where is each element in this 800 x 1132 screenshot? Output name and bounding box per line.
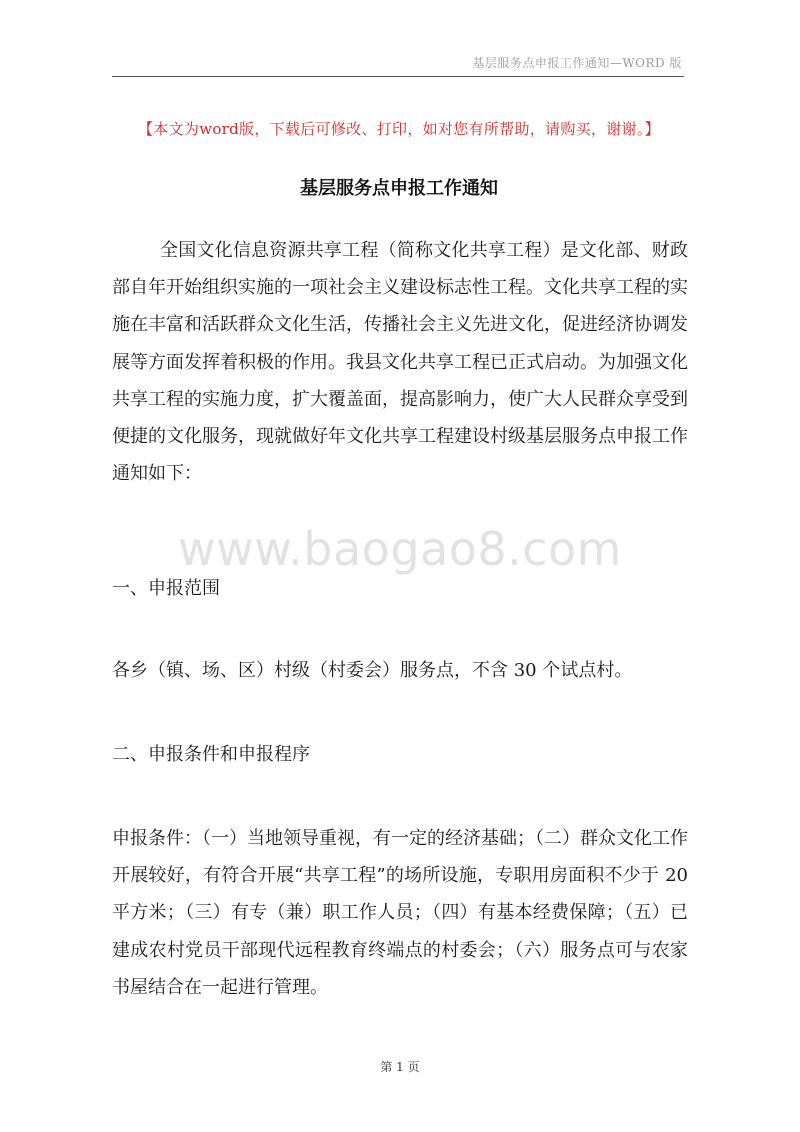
intro-paragraph: 全国文化信息资源共享工程（简称文化共享工程）是文化部、财政部自年开始组织实施的一项社会主义建设标志性工程。文化共享工程的实施在丰富和活跃群众文化生活，传播社会主义先进文化，促进经济协调发展等方面发挥着积极的作用。我县文化共享工程已正式启动。为加强文化共享工程的实施力度，扩大覆盖面，提高影响力，使广大人民群众享受到便捷的文化服务，现就做好年文化共享工程建设村级基层服务点申报工作通知如下： <box>112 240 688 485</box>
watermark: www.baogao8.com <box>178 522 622 576</box>
document-title: 基层服务点申报工作通知 <box>300 178 498 199</box>
section-heading-scope: 一、申报范围 <box>112 578 220 599</box>
page-header <box>112 52 684 77</box>
conditions-paragraph: 申报条件：（一）当地领导重视，有一定的经济基础；（二）群众文化工作开展较好，有符合开展“共享工程”的场所设施，专职用房面积不少于 20 平方米；（三）有专（兼）职工作人员；（四）有基本经费保障；（五）已建成农村党员干部现代远程教育终端点的村委会；（六）服务点可与农家书屋结合在一起进行管理。 <box>112 828 688 998</box>
header-text: 基层服务点申报工作通知—WORD 版 <box>472 56 682 70</box>
purchase-notice: 【本文为word版，下载后可修改、打印，如对您有所帮助，请购买，谢谢。】 <box>138 120 660 138</box>
scope-paragraph: 各乡（镇、场、区）村级（村委会）服务点，不含 30 个试点村。 <box>112 660 633 681</box>
page-number: 第 1 页 <box>380 1060 420 1074</box>
section-heading-conditions: 二、申报条件和申报程序 <box>112 744 310 765</box>
